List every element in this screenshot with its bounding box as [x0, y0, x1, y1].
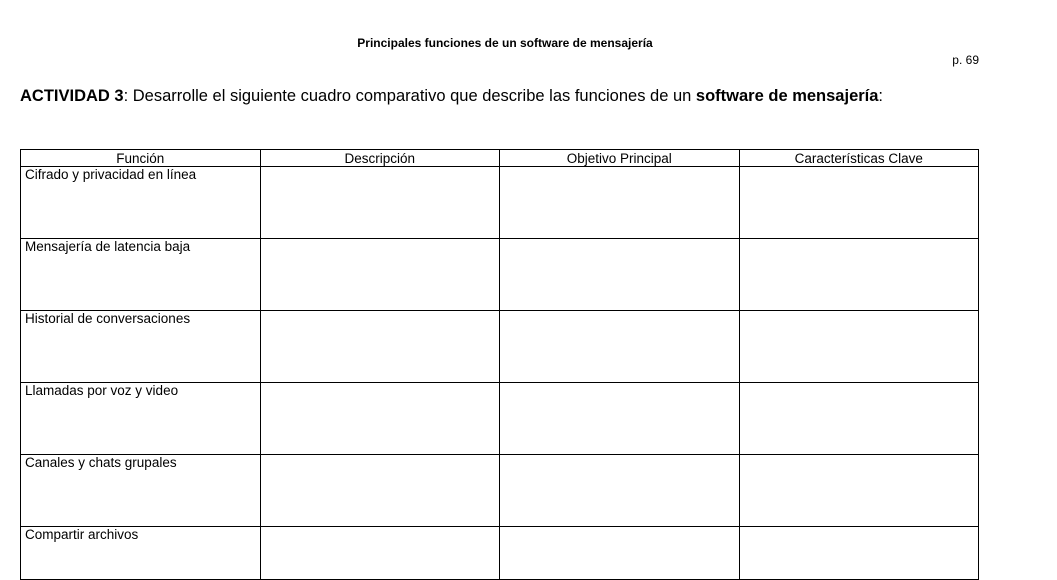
caracteristicas-cell[interactable] [739, 455, 979, 527]
caracteristicas-cell[interactable] [739, 311, 979, 383]
caracteristicas-cell[interactable] [739, 167, 979, 239]
descripcion-cell[interactable] [260, 311, 500, 383]
descripcion-cell[interactable] [260, 383, 500, 455]
page-number: p. 69 [952, 53, 979, 67]
table-header-row [21, 150, 979, 167]
objetivo-cell[interactable] [500, 167, 740, 239]
objetivo-cell[interactable] [500, 455, 740, 527]
activity-text: : Desarrolle el siguiente cuadro comparativo que describe las funciones de un [123, 87, 696, 105]
column-header-descripcion: Descripción [260, 150, 500, 167]
objetivo-cell[interactable] [500, 383, 740, 455]
descripcion-cell[interactable] [260, 239, 500, 311]
activity-label: ACTIVIDAD 3 [20, 87, 124, 105]
descripcion-cell[interactable] [260, 455, 500, 527]
funcion-cell: Llamadas por voz y video [21, 383, 261, 455]
funcion-cell: Historial de conversaciones [21, 311, 261, 383]
activity-instruction [20, 88, 950, 105]
funcion-cell: Cifrado y privacidad en línea [21, 167, 261, 239]
caracteristicas-cell[interactable] [739, 383, 979, 455]
descripcion-cell[interactable] [260, 167, 500, 239]
table-row [21, 527, 979, 580]
funcion-cell: Canales y chats grupales [21, 455, 261, 527]
table-row [21, 239, 979, 311]
table-row [21, 455, 979, 527]
funcion-cell: Compartir archivos [21, 527, 261, 580]
objetivo-cell[interactable] [500, 527, 740, 580]
objetivo-cell[interactable] [500, 311, 740, 383]
column-header-objetivo: Objetivo Principal [500, 150, 740, 167]
funcion-cell: Mensajería de latencia baja [21, 239, 261, 311]
objetivo-cell[interactable] [500, 239, 740, 311]
table-row [21, 383, 979, 455]
column-header-funcion: Función [21, 150, 261, 167]
caracteristicas-cell[interactable] [739, 239, 979, 311]
caracteristicas-cell[interactable] [739, 527, 979, 580]
comparison-table [20, 149, 979, 580]
page-title: Principales funciones de un software de mensajería [357, 36, 653, 50]
descripcion-cell[interactable] [260, 527, 500, 580]
table-row [21, 167, 979, 239]
table-row [21, 311, 979, 383]
activity-bold-term: software de mensajería [695, 87, 879, 105]
column-header-caracteristicas: Características Clave [739, 150, 979, 167]
activity-text-end: : [878, 87, 884, 105]
